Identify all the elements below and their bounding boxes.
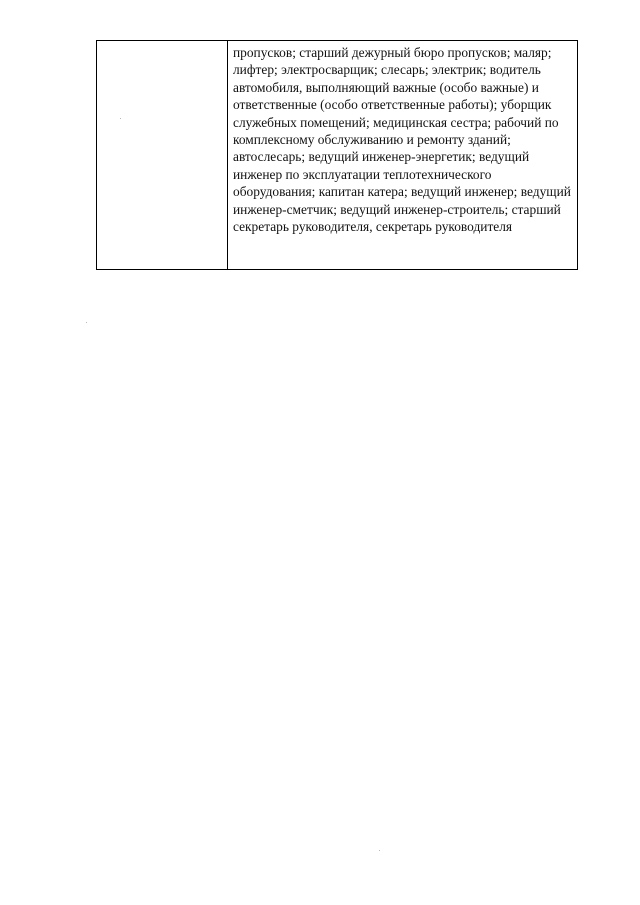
scan-speck (86, 322, 87, 323)
table-cell-right (228, 41, 577, 269)
position-list-text: пропусков; старший дежурный бюро пропусков; маляр; лифтер; электросварщик; слесарь; электрик; водитель автомобиля, выполняющий важные (особо важные) и ответственные (особо ответственные работы); уборщик служебных помещений; медицинская сестра; рабочий по комплексному обслуживанию и ремонту зданий; автослесарь; ведущий инженер-энергетик; ведущий инженер по эксплуатации теплотехнического оборудования; капитан катера; ведущий инженер; ведущий инженер-сметчик; ведущий инженер-строитель; старший секретарь руководителя, секретарь руководителя (233, 45, 571, 235)
table-cell-left (97, 41, 228, 269)
scan-speck (379, 850, 380, 851)
scan-speck (120, 118, 121, 119)
document-table (96, 40, 578, 270)
